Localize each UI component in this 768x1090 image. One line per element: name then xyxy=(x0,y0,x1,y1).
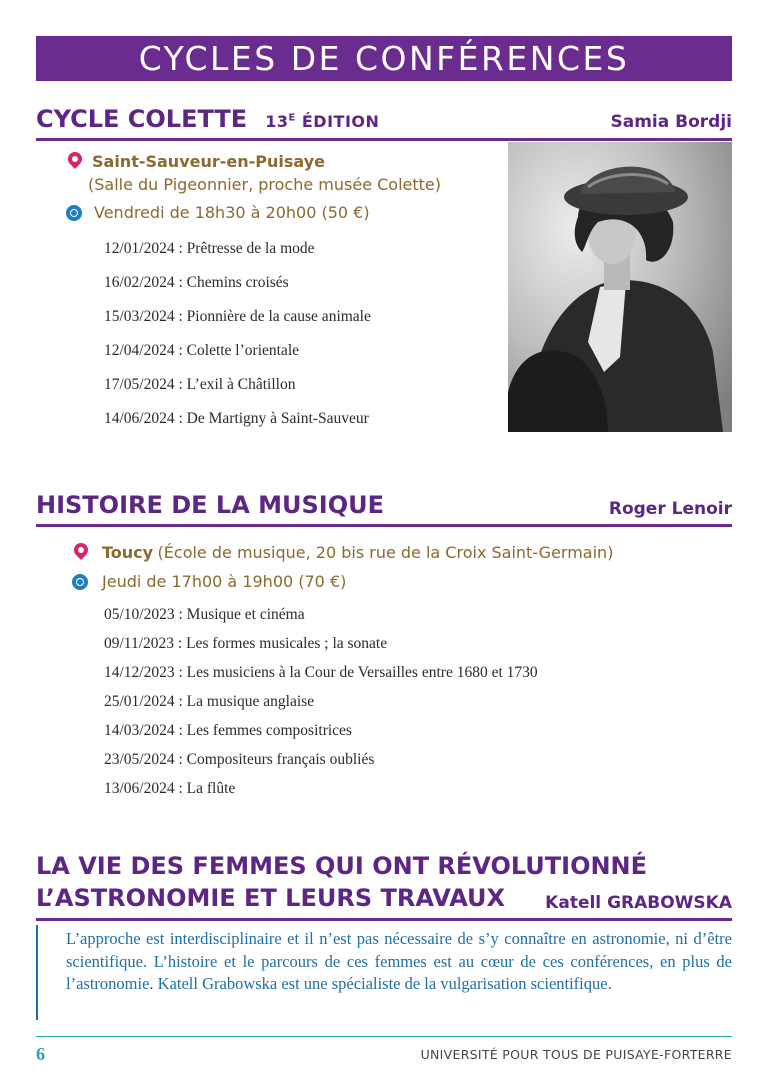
location-pin-icon xyxy=(71,540,91,560)
list-item: 16/02/2024 : Chemins croisés xyxy=(104,274,289,291)
colette-speaker: Samia Bordji xyxy=(610,112,732,132)
musique-session-list xyxy=(104,606,538,809)
list-item: 05/10/2023 : Musique et cinéma xyxy=(104,606,305,623)
list-item: 14/12/2023 : Les musiciens à la Cour de Versailles entre 1680 et 1730 xyxy=(104,664,538,681)
astronomie-speaker xyxy=(545,893,732,913)
astronomie-section-header xyxy=(36,884,732,921)
colette-place xyxy=(92,152,325,172)
clock-icon xyxy=(72,574,88,590)
colette-section-title xyxy=(36,105,379,133)
list-item: 14/06/2024 : De Martigny à Saint-Sauveur xyxy=(104,410,369,427)
list-item: 25/01/2024 : La musique anglaise xyxy=(104,693,315,710)
colette-time: Vendredi de 18h30 à 20h00 (50 €) xyxy=(94,203,370,222)
colette-portrait-photo xyxy=(508,142,732,432)
musique-time-row xyxy=(102,572,346,592)
colette-section-header xyxy=(36,104,732,141)
list-item: 23/05/2024 : Compositeurs français oubliés xyxy=(104,751,375,768)
musique-speaker: Roger Lenoir xyxy=(608,499,732,519)
list-item: 09/11/2023 : Les formes musicales ; la sonate xyxy=(104,635,388,652)
page-title-banner xyxy=(36,36,732,81)
footer-text: UNIVERSITÉ POUR TOUS DE PUISAYE-FORTERRE xyxy=(420,1047,732,1062)
astronomie-intro: L’approche est interdisciplinaire et il n’est pas nécessaire de s’y connaître en astronomie, ni d’être scientifique. L’histoire et le parcours de ces femmes est au cœur de ces conférences, en plus de l’astronomie. Katell Grabowska est une spécialiste de la vulgarisation scientifique. xyxy=(66,929,732,993)
colette-place-detail: (Salle du Pigeonnier, proche musée Colette) xyxy=(88,175,442,194)
page-title: CYCLES DE CONFÉRENCES xyxy=(138,39,630,78)
musique-place-name: Toucy xyxy=(102,543,154,562)
astronomie-title-line1: LA VIE DES FEMMES QUI ONT RÉVOLUTIONNÉ xyxy=(36,852,648,880)
clock-icon xyxy=(66,205,82,221)
list-item: 17/05/2024 : L’exil à Châtillon xyxy=(104,376,296,393)
musique-place-detail: (École de musique, 20 bis rue de la Croix Saint-Germain) xyxy=(157,543,614,562)
list-item: 15/03/2024 : Pionnière de la cause animale xyxy=(104,308,371,325)
colette-place-name: Saint-Sauveur-en-Puisaye xyxy=(92,152,325,171)
colette-edition-word: ÉDITION xyxy=(301,112,380,131)
musique-section-title: HISTOIRE DE LA MUSIQUE xyxy=(36,491,384,519)
colette-edition-superscript: E xyxy=(288,112,296,124)
astronomie-speaker-last: GRABOWSKA xyxy=(607,893,732,913)
musique-time: Jeudi de 17h00 à 19h00 (70 €) xyxy=(102,572,347,591)
list-item: 12/01/2024 : Prêtresse de la mode xyxy=(104,240,315,257)
colette-time-row xyxy=(94,203,370,223)
musique-place-row xyxy=(102,543,613,563)
colette-title-text: CYCLE COLETTE xyxy=(36,105,248,133)
astronomie-speaker-first: Katell xyxy=(545,893,602,913)
list-item: 13/06/2024 : La flûte xyxy=(104,780,236,797)
intro-rule xyxy=(36,925,38,1020)
colette-session-list xyxy=(104,240,371,444)
colette-edition-number: 13 xyxy=(265,112,289,131)
colette-edition xyxy=(265,112,379,131)
location-pin-icon xyxy=(65,149,85,169)
astronomie-title-line2: L’ASTRONOMIE ET LEURS TRAVAUX xyxy=(36,884,506,912)
colette-place-detail-row xyxy=(88,175,441,195)
list-item: 14/03/2024 : Les femmes compositrices xyxy=(104,722,352,739)
list-item: 12/04/2024 : Colette l’orientale xyxy=(104,342,299,359)
musique-section-header xyxy=(36,490,732,527)
portrait-illustration xyxy=(508,142,732,432)
page-number: 6 xyxy=(36,1044,45,1064)
footer-divider xyxy=(36,1036,732,1037)
